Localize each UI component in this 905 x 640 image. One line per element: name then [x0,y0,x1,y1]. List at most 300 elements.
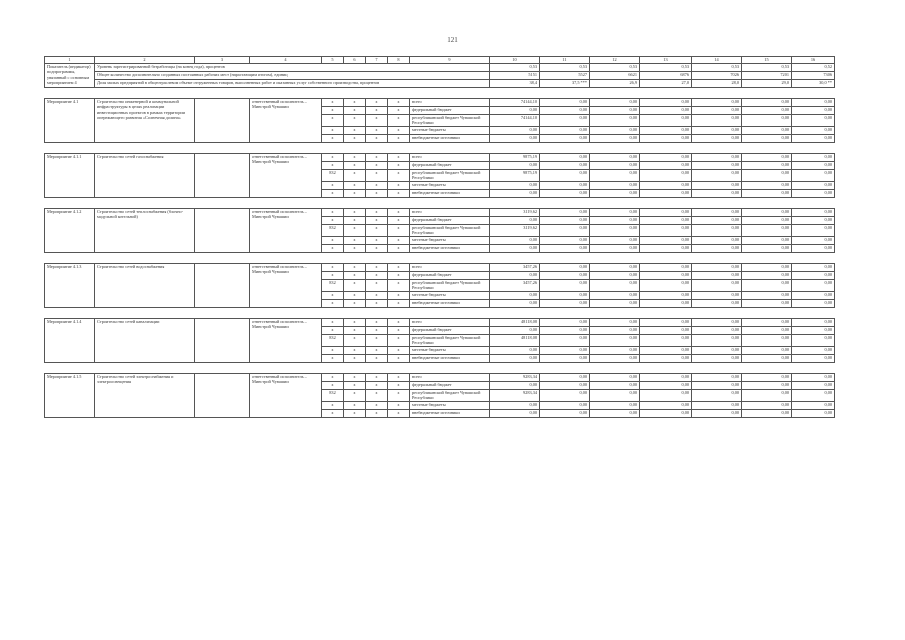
funding-source: внебюджетные источники [410,135,490,143]
measure-title: Строительство сетей электроснабжения и электроосвещения [95,374,195,418]
empty-cell [195,99,250,143]
indicator-value: 37,5 *** [540,80,590,88]
funding-value: 0,00 [792,300,835,308]
funding-value: 0,00 [692,217,742,225]
budget-code: x [388,209,410,217]
funding-value: 74144,10 [490,99,540,107]
budget-code: x [388,300,410,308]
funding-source: республиканский бюджет Чувашской Республики [410,335,490,347]
budget-code: x [344,272,366,280]
funding-value: 0,00 [692,209,742,217]
funding-value: 0,00 [692,319,742,327]
responsible-executor: ответственный исполнитель – Минстрой Чувашии [250,209,322,253]
budget-code: x [366,355,388,363]
spacer-cell [45,143,835,154]
funding-value: 0,00 [490,217,540,225]
measure-label: Мероприятие 4.1.3 [45,264,95,308]
funding-value: 0,00 [692,347,742,355]
measure-title: Строительство инженерной и коммунальной инфраструктуры в целях реализации инвестиционных проектов в рамках территории опережающего развития «Солнечная долина» [95,99,195,143]
funding-value: 0,00 [742,162,792,170]
funding-value: 0,00 [490,327,540,335]
indicator-value: 0,53 [742,64,792,72]
funding-value: 0,00 [792,374,835,382]
funding-source: федеральный бюджет [410,272,490,280]
funding-row [45,319,835,327]
funding-value: 0,00 [742,390,792,402]
funding-value: 0,00 [742,355,792,363]
funding-value: 0,00 [540,335,590,347]
responsible-executor: ответственный исполнитель – Минстрой Чувашии [250,319,322,363]
funding-value: 0,00 [742,245,792,253]
spacer-cell [45,253,835,264]
budget-code: x [322,245,344,253]
indicator-name: Доля малых предприятий в общеотраслевом объеме отгруженных товаров, выполненных работ и оказанных услуг собственного производства, процентов [95,80,490,88]
responsible-executor: ответственный исполнитель – Минстрой Чувашии [250,154,322,198]
funding-value: 0,00 [742,237,792,245]
funding-source: местные бюджеты [410,402,490,410]
funding-value: 0,00 [640,162,692,170]
budget-code: x [366,382,388,390]
budget-code: x [322,154,344,162]
budget-code: x [388,355,410,363]
indicator-value: 5151 [490,72,540,80]
column-number: 1 [45,57,95,64]
funding-value: 0,00 [692,410,742,418]
funding-value: 0,00 [640,154,692,162]
funding-value: 0,00 [540,127,590,135]
budget-code: x [366,135,388,143]
funding-value: 0,00 [590,127,640,135]
funding-value: 0,00 [540,225,590,237]
budget-code: x [388,319,410,327]
funding-value: 0,00 [640,300,692,308]
funding-value: 0,00 [792,115,835,127]
budget-code: x [366,280,388,292]
budget-code: x [366,264,388,272]
indicator-value: 7201 [742,72,792,80]
block-spacer [45,88,835,99]
column-number: 2 [95,57,195,64]
funding-value: 0,00 [792,237,835,245]
funding-value: 0,00 [792,182,835,190]
budget-code: x [322,217,344,225]
funding-value: 0,00 [640,374,692,382]
funding-value: 0,00 [692,300,742,308]
funding-source: республиканский бюджет Чувашской Республики [410,115,490,127]
funding-source: всего [410,374,490,382]
funding-value: 0,00 [742,410,792,418]
budget-code: x [322,410,344,418]
budget-code: x [344,154,366,162]
funding-value: 0,00 [590,292,640,300]
funding-value: 0,00 [692,107,742,115]
budget-code: x [388,347,410,355]
funding-source: федеральный бюджет [410,382,490,390]
funding-source: местные бюджеты [410,127,490,135]
funding-value: 0,00 [742,292,792,300]
funding-value: 0,00 [590,327,640,335]
budget-code: x [344,170,366,182]
funding-value: 0,00 [490,237,540,245]
indicator-row [45,64,835,72]
budget-code: x [366,237,388,245]
funding-value: 0,00 [590,170,640,182]
budget-code: x [366,245,388,253]
funding-value: 0,00 [692,237,742,245]
budget-code: x [344,127,366,135]
indicator-label: Показатель (индикатор) подпрограммы, увязанный с основным мероприятием 4 [45,64,95,88]
funding-value: 0,00 [590,272,640,280]
column-number: 14 [692,57,742,64]
funding-value: 9875,19 [490,154,540,162]
budget-code: x [388,190,410,198]
indicator-name: Общее количество дополнительно созданных постоянных рабочих мест (нарастающим итогом), единиц [95,72,490,80]
funding-value: 0,00 [590,182,640,190]
funding-value: 0,00 [590,300,640,308]
funding-value: 0,00 [792,170,835,182]
funding-value: 0,00 [792,327,835,335]
budget-code: x [322,355,344,363]
funding-value: 0,00 [742,335,792,347]
funding-value: 0,00 [742,99,792,107]
budget-code: x [344,135,366,143]
funding-value: 0,00 [490,135,540,143]
funding-value: 0,00 [640,115,692,127]
budget-code: x [388,327,410,335]
indicator-value: 27,0 [640,80,692,88]
budget-code: x [388,135,410,143]
funding-value: 0,00 [792,107,835,115]
funding-source: местные бюджеты [410,292,490,300]
budget-code: x [388,374,410,382]
empty-cell [195,154,250,198]
budget-code: x [344,245,366,253]
responsible-executor: ответственный исполнитель – Минстрой Чувашии [250,374,322,418]
column-number: 8 [388,57,410,64]
funding-value: 0,00 [692,190,742,198]
budget-code: x [388,154,410,162]
funding-value: 0,00 [692,292,742,300]
budget-code: 832 [322,280,344,292]
funding-value: 0,00 [590,217,640,225]
budget-code: x [344,190,366,198]
funding-value: 0,00 [640,209,692,217]
budget-code: 832 [322,170,344,182]
responsible-executor: ответственный исполнитель – Минстрой Чувашии [250,99,322,143]
funding-value: 0,00 [540,237,590,245]
responsible-executor: ответственный исполнитель – Минстрой Чувашии [250,264,322,308]
budget-code: x [388,115,410,127]
funding-value: 0,00 [640,107,692,115]
budget-code: x [388,402,410,410]
funding-value: 0,00 [490,182,540,190]
funding-value: 0,00 [490,162,540,170]
funding-source: республиканский бюджет Чувашской Республики [410,225,490,237]
funding-value: 0,00 [640,355,692,363]
funding-value: 0,00 [640,327,692,335]
funding-value: 3457,26 [490,280,540,292]
indicator-value: 0,53 [640,64,692,72]
measure-label: Мероприятие 4.1.2 [45,209,95,253]
funding-source: республиканский бюджет Чувашской Республики [410,390,490,402]
block-spacer [45,143,835,154]
funding-value: 0,00 [742,319,792,327]
funding-value: 0,00 [590,225,640,237]
funding-value: 0,00 [640,410,692,418]
funding-value: 0,00 [590,355,640,363]
budget-code: x [388,390,410,402]
indicator-value: 30,0 ** [792,80,835,88]
column-number-row [45,57,835,64]
funding-value: 0,00 [792,280,835,292]
budget-code: x [388,280,410,292]
indicator-value: 7306 [792,72,835,80]
measure-title: Строительство сетей теплоснабжения (блочно-модульной котельной) [95,209,195,253]
measure-title: Строительство сетей газоснабжения [95,154,195,198]
funding-source: республиканский бюджет Чувашской Республики [410,280,490,292]
budget-code: x [344,162,366,170]
funding-value: 0,00 [742,190,792,198]
budget-code: x [344,225,366,237]
funding-source: местные бюджеты [410,182,490,190]
budget-code: x [388,162,410,170]
funding-value: 0,00 [590,135,640,143]
funding-value: 0,00 [792,225,835,237]
funding-source: местные бюджеты [410,347,490,355]
funding-value: 0,00 [490,410,540,418]
funding-value: 0,00 [792,127,835,135]
funding-value: 0,00 [590,190,640,198]
funding-value: 0,00 [640,390,692,402]
funding-value: 0,00 [540,402,590,410]
funding-value: 0,00 [590,115,640,127]
spacer-cell [45,363,835,374]
budget-code: x [344,374,366,382]
funding-value: 0,00 [792,355,835,363]
funding-value: 0,00 [590,390,640,402]
funding-value: 0,00 [490,245,540,253]
spacer-cell [45,88,835,99]
budget-code: x [366,225,388,237]
budget-code: x [366,162,388,170]
budget-code: x [366,99,388,107]
funding-value: 0,00 [792,402,835,410]
funding-value: 0,00 [640,292,692,300]
funding-value: 0,00 [692,154,742,162]
funding-value: 0,00 [792,190,835,198]
funding-value: 0,00 [742,209,792,217]
funding-value: 0,00 [692,115,742,127]
funding-value: 0,00 [540,245,590,253]
budget-code: x [344,347,366,355]
column-number: 10 [490,57,540,64]
funding-value: 0,00 [792,347,835,355]
budget-code: x [366,127,388,135]
funding-value: 0,00 [792,99,835,107]
column-number: 9 [410,57,490,64]
funding-value: 0,00 [640,280,692,292]
budget-code: x [388,127,410,135]
funding-value: 0,00 [590,319,640,327]
funding-value: 0,00 [692,99,742,107]
funding-source: всего [410,209,490,217]
funding-value: 0,00 [640,127,692,135]
funding-value: 0,00 [692,135,742,143]
funding-value: 0,00 [692,374,742,382]
budget-code: x [366,170,388,182]
budget-code: x [322,209,344,217]
funding-value: 0,00 [742,217,792,225]
indicator-value: 0,52 [792,64,835,72]
budget-code: x [322,107,344,115]
block-spacer [45,363,835,374]
funding-value: 3119,62 [490,209,540,217]
funding-value: 0,00 [540,107,590,115]
budget-code: x [366,390,388,402]
funding-value: 0,00 [540,162,590,170]
budget-code: x [388,382,410,390]
funding-value: 0,00 [490,272,540,280]
funding-value: 0,00 [540,154,590,162]
funding-value: 0,00 [692,245,742,253]
funding-value: 0,00 [540,327,590,335]
funding-value: 0,00 [692,127,742,135]
funding-value: 0,00 [792,335,835,347]
funding-value: 0,00 [640,319,692,327]
funding-value: 0,00 [590,374,640,382]
funding-value: 0,00 [540,280,590,292]
budget-code: x [366,347,388,355]
program-table [44,56,835,418]
funding-source: федеральный бюджет [410,107,490,115]
budget-code: x [366,217,388,225]
budget-code: x [366,319,388,327]
funding-value: 0,00 [692,355,742,363]
funding-value: 0,00 [692,182,742,190]
measure-title: Строительство сетей водоснабжения [95,264,195,308]
budget-code: x [388,272,410,280]
funding-value: 0,00 [640,382,692,390]
funding-value: 3457,26 [490,264,540,272]
budget-code: x [366,107,388,115]
funding-value: 0,00 [590,335,640,347]
funding-value: 0,00 [792,162,835,170]
funding-value: 0,00 [540,99,590,107]
funding-value: 0,00 [590,209,640,217]
funding-value: 0,00 [742,154,792,162]
budget-code: x [366,272,388,280]
budget-code: x [366,402,388,410]
funding-value: 48118,08 [490,319,540,327]
budget-code: x [366,209,388,217]
budget-code: x [366,154,388,162]
funding-value: 0,00 [742,402,792,410]
indicator-value: 0,53 [540,64,590,72]
measure-label: Мероприятие 4.1.1 [45,154,95,198]
funding-value: 0,00 [742,115,792,127]
funding-value: 0,00 [540,182,590,190]
column-number: 13 [640,57,692,64]
funding-value: 0,00 [792,292,835,300]
funding-value: 0,00 [640,402,692,410]
funding-value: 0,00 [640,264,692,272]
funding-source: федеральный бюджет [410,327,490,335]
funding-value: 0,00 [792,390,835,402]
budget-code: x [322,292,344,300]
funding-value: 0,00 [640,170,692,182]
funding-value: 0,00 [590,162,640,170]
funding-value: 0,00 [692,264,742,272]
funding-value: 0,00 [540,347,590,355]
funding-value: 0,00 [540,410,590,418]
funding-source: местные бюджеты [410,237,490,245]
funding-value: 0,00 [792,135,835,143]
measure-label: Мероприятие 4.1 [45,99,95,143]
budget-code: x [388,292,410,300]
funding-value: 0,00 [742,280,792,292]
funding-value: 0,00 [590,410,640,418]
indicator-value: 0,53 [590,64,640,72]
funding-value: 0,00 [540,264,590,272]
funding-value: 0,00 [590,347,640,355]
budget-code: x [344,280,366,292]
funding-value: 0,00 [742,374,792,382]
funding-value: 0,00 [792,154,835,162]
budget-code: x [388,225,410,237]
budget-code: x [344,107,366,115]
funding-row [45,154,835,162]
budget-code: 832 [322,390,344,402]
budget-code: x [322,190,344,198]
budget-code: 832 [322,225,344,237]
funding-source: всего [410,264,490,272]
funding-value: 0,00 [540,355,590,363]
indicator-value: 29,0 [742,80,792,88]
funding-value: 0,00 [540,115,590,127]
budget-code: x [322,115,344,127]
funding-value: 0,00 [792,272,835,280]
budget-code: x [366,374,388,382]
funding-source: внебюджетные источники [410,190,490,198]
funding-source: внебюджетные источники [410,410,490,418]
funding-value: 9283,34 [490,390,540,402]
budget-code: x [388,182,410,190]
funding-source: внебюджетные источники [410,355,490,363]
budget-code: x [322,264,344,272]
budget-code: x [322,272,344,280]
funding-value: 0,00 [590,107,640,115]
funding-value: 0,00 [540,382,590,390]
budget-code: x [388,264,410,272]
funding-value: 0,00 [742,127,792,135]
funding-row [45,264,835,272]
funding-value: 0,00 [640,245,692,253]
measure-label: Мероприятие 4.1.5 [45,374,95,418]
funding-value: 0,00 [540,300,590,308]
funding-value: 0,00 [540,272,590,280]
budget-code: x [344,115,366,127]
funding-source: внебюджетные источники [410,300,490,308]
funding-value: 0,00 [490,382,540,390]
funding-value: 0,00 [540,209,590,217]
budget-code: x [344,99,366,107]
funding-value: 0,00 [792,319,835,327]
funding-value: 0,00 [640,190,692,198]
budget-code: x [366,292,388,300]
column-number: 11 [540,57,590,64]
empty-cell [195,209,250,253]
indicator-value: 0,53 [490,64,540,72]
